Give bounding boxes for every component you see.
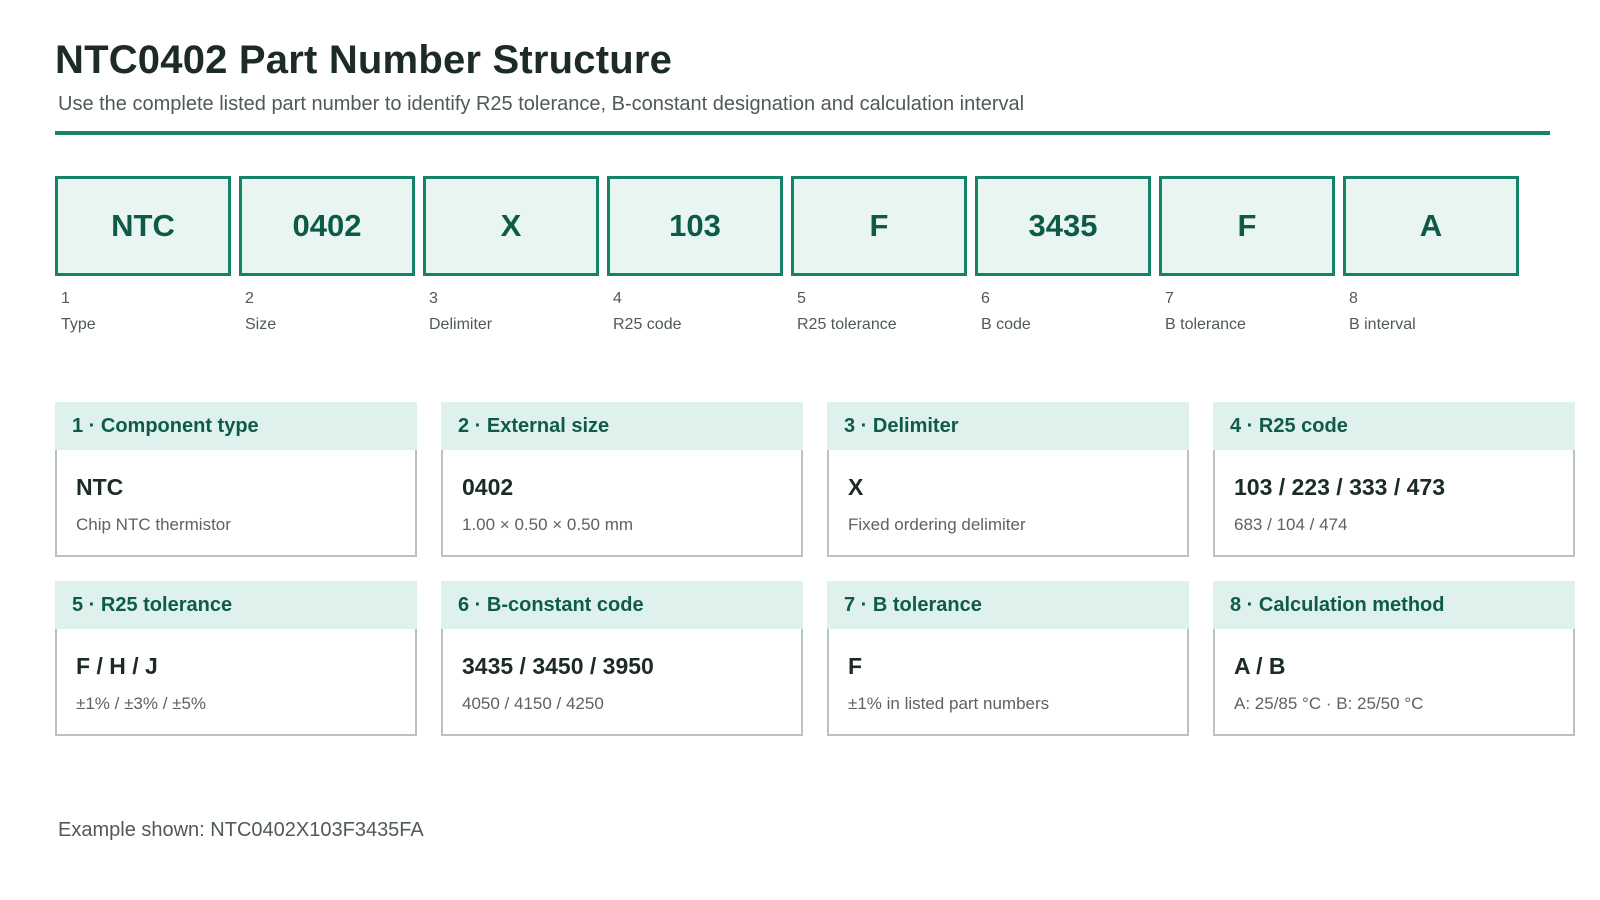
card-description: 1.00 × 0.50 × 0.50 mm — [462, 515, 634, 534]
card-delimiter — [827, 402, 1189, 557]
segment-label: B tolerance — [1165, 316, 1246, 333]
card-description: Chip NTC thermistor — [76, 515, 231, 534]
card-value: F / H / J — [76, 653, 158, 679]
segment-code: 3435 — [975, 176, 1151, 276]
card-title: 2 · External size — [441, 402, 803, 450]
example-caption: Example shown: NTC0402X103F3435FA — [58, 819, 424, 841]
card-description: 683 / 104 / 474 — [1234, 515, 1348, 534]
page-title: NTC0402 Part Number Structure — [55, 38, 673, 82]
part-number-segments — [55, 176, 1550, 356]
segment-label: Size — [245, 316, 277, 333]
card-title: 8 · Calculation method — [1213, 581, 1575, 629]
card-title: 5 · R25 tolerance — [55, 581, 417, 629]
segment-number: 1 — [61, 290, 70, 307]
card-value: 0402 — [462, 474, 514, 500]
card-title: 6 · B-constant code — [441, 581, 803, 629]
card-value: NTC — [76, 474, 124, 500]
card-title: 1 · Component type — [55, 402, 417, 450]
segment-label: Delimiter — [429, 316, 493, 333]
segment-r25-code — [607, 176, 783, 334]
segment-number: 8 — [1349, 290, 1358, 307]
card-title: 3 · Delimiter — [827, 402, 1189, 450]
segment-r25-tolerance — [791, 176, 967, 334]
segment-label: Type — [61, 316, 96, 333]
card-description: ±1% in listed part numbers — [848, 694, 1050, 713]
card-value: 3435 / 3450 / 3950 — [462, 653, 654, 679]
segment-label: R25 tolerance — [797, 316, 897, 333]
card-value: F — [848, 653, 863, 679]
card-external-size — [441, 402, 803, 557]
title-divider — [55, 131, 1550, 135]
card-calculation-method — [1213, 581, 1575, 736]
segment-code: 0402 — [239, 176, 415, 276]
segment-b-interval — [1343, 176, 1519, 334]
card-description: A: 25/85 °C · B: 25/50 °C — [1234, 694, 1424, 713]
segment-label: B interval — [1349, 316, 1416, 333]
card-title: 7 · B tolerance — [827, 581, 1189, 629]
segment-code: X — [423, 176, 599, 276]
card-value: X — [848, 474, 864, 500]
card-description: ±1% / ±3% / ±5% — [76, 694, 207, 713]
segment-type — [55, 176, 231, 334]
segment-b-code — [975, 176, 1151, 334]
segment-code: A — [1343, 176, 1519, 276]
segment-code: F — [791, 176, 967, 276]
segment-label: B code — [981, 316, 1031, 333]
card-b-constant-code — [441, 581, 803, 736]
card-description: Fixed ordering delimiter — [848, 515, 1026, 534]
segment-b-tolerance — [1159, 176, 1335, 334]
segment-size — [239, 176, 415, 334]
card-value: 103 / 223 / 333 / 473 — [1234, 474, 1446, 500]
card-title: 4 · R25 code — [1213, 402, 1575, 450]
segment-code: 103 — [607, 176, 783, 276]
card-r25-tolerance — [55, 581, 417, 736]
segment-number: 6 — [981, 290, 990, 307]
card-component-type — [55, 402, 417, 557]
segment-delimiter — [423, 176, 599, 334]
card-value: A / B — [1234, 653, 1286, 679]
card-r25-code — [1213, 402, 1575, 557]
segment-number: 7 — [1165, 290, 1174, 307]
segment-label: R25 code — [613, 316, 682, 333]
card-b-tolerance — [827, 581, 1189, 736]
segment-number: 5 — [797, 290, 806, 307]
segment-number: 2 — [245, 290, 254, 307]
segment-code: F — [1159, 176, 1335, 276]
segment-number: 4 — [613, 290, 622, 307]
segment-code: NTC — [55, 176, 231, 276]
card-description: 4050 / 4150 / 4250 — [462, 694, 604, 713]
page-subtitle: Use the complete listed part number to identify R25 tolerance, B-constant designation and calculation interval — [58, 93, 1025, 115]
segment-number: 3 — [429, 290, 438, 307]
